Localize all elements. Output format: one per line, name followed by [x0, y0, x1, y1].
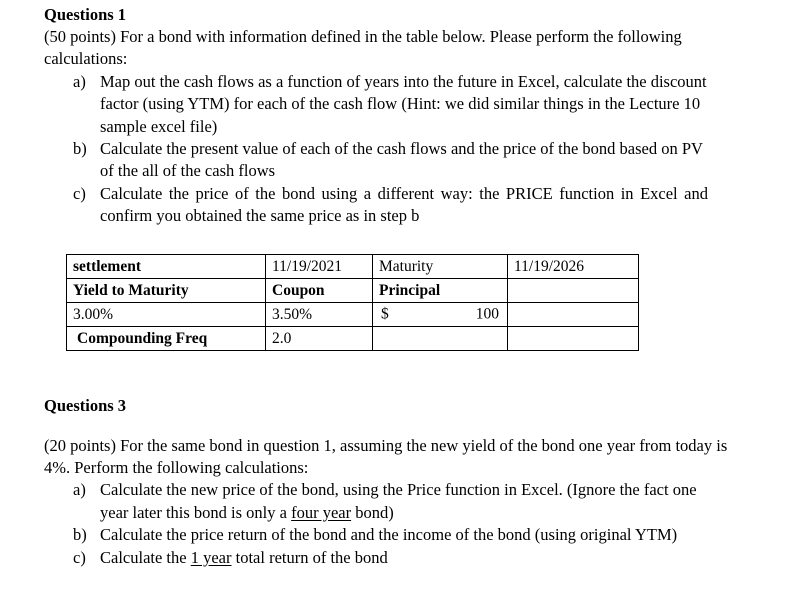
question3-item-c: [73, 547, 708, 569]
cell-settlement-label: settlement: [67, 254, 266, 278]
list-item-text-after: total return of the bond: [231, 547, 388, 567]
list-marker: a): [73, 480, 86, 500]
table-row: [67, 254, 639, 278]
list-marker: b): [73, 139, 87, 159]
cell-ytm-label: Yield to Maturity: [67, 278, 266, 302]
cell-empty: [508, 278, 639, 302]
list-item-text-before: Calculate the new price of the bond, using the Price function in Excel. (Ignore the fact one year later this bond is only a: [100, 480, 697, 522]
bond-table: [66, 254, 639, 351]
underlined-phrase-four-year: four year: [291, 502, 352, 522]
table-row: [67, 326, 639, 350]
question3-intro: (20 points) For the same bond in question 1, assuming the new yield of the bond one year from today is 4%. Perform the following calculations:: [44, 435, 728, 478]
cell-maturity-value: 11/19/2026: [508, 254, 639, 278]
cell-coupon-label: Coupon: [266, 278, 373, 302]
question3-heading: Questions 3: [44, 395, 127, 415]
cell-empty: [373, 326, 508, 350]
list-item-text: Calculate the present value of each of the cash flows and the price of the bond based on PV of the all of the cash flows: [100, 139, 703, 181]
cell-maturity-label: Maturity: [373, 254, 508, 278]
question1-item-c: [73, 183, 708, 228]
cell-empty: [508, 326, 639, 350]
cell-compounding-value: 2.0: [266, 326, 373, 350]
question1-list: [0, 71, 796, 228]
list-item-text-before: Calculate the price return of the bond and the income of the bond (using original YTM): [100, 525, 678, 545]
bond-table-wrapper: [66, 254, 796, 351]
cell-empty: [508, 302, 639, 326]
list-item-text: Calculate the price of the bond using a different way: the PRICE function in Excel and confirm you obtained the same price as in step b: [100, 183, 708, 226]
underlined-phrase-one-year: 1 year: [190, 547, 232, 567]
cell-principal-value: [373, 302, 508, 326]
cell-principal-label: Principal: [373, 278, 508, 302]
question1-item-a: [73, 71, 708, 138]
list-item-text-before: Calculate the: [100, 547, 191, 567]
list-marker: b): [73, 525, 87, 545]
question3-item-b: [73, 524, 708, 546]
table-row: [67, 302, 639, 326]
question1-heading: Questions 1: [44, 5, 127, 24]
list-marker: a): [73, 71, 86, 91]
question3-list: [0, 479, 796, 569]
table-row: [67, 278, 639, 302]
list-marker: c): [73, 183, 86, 203]
question3-item-a: [73, 479, 708, 524]
currency-symbol: $: [381, 305, 389, 323]
list-item-text-after: bond): [351, 502, 394, 522]
cell-ytm-value: 3.00%: [67, 302, 266, 326]
list-marker: c): [73, 547, 86, 567]
cell-settlement-value: 11/19/2021: [266, 254, 373, 278]
question1-intro: (50 points) For a bond with information defined in the table below. Please perform the following calculations:: [44, 27, 682, 69]
list-item-text: Map out the cash flows as a function of years into the future in Excel, calculate the discount factor (using YTM) for each of the cash flow (Hint: we did similar things in the Lecture 10 sample excel file): [100, 71, 707, 136]
principal-amount: 100: [475, 305, 499, 323]
cell-coupon-value: 3.50%: [266, 302, 373, 326]
question1-item-b: [73, 138, 708, 183]
cell-compounding-label: Compounding Freq: [67, 326, 266, 350]
